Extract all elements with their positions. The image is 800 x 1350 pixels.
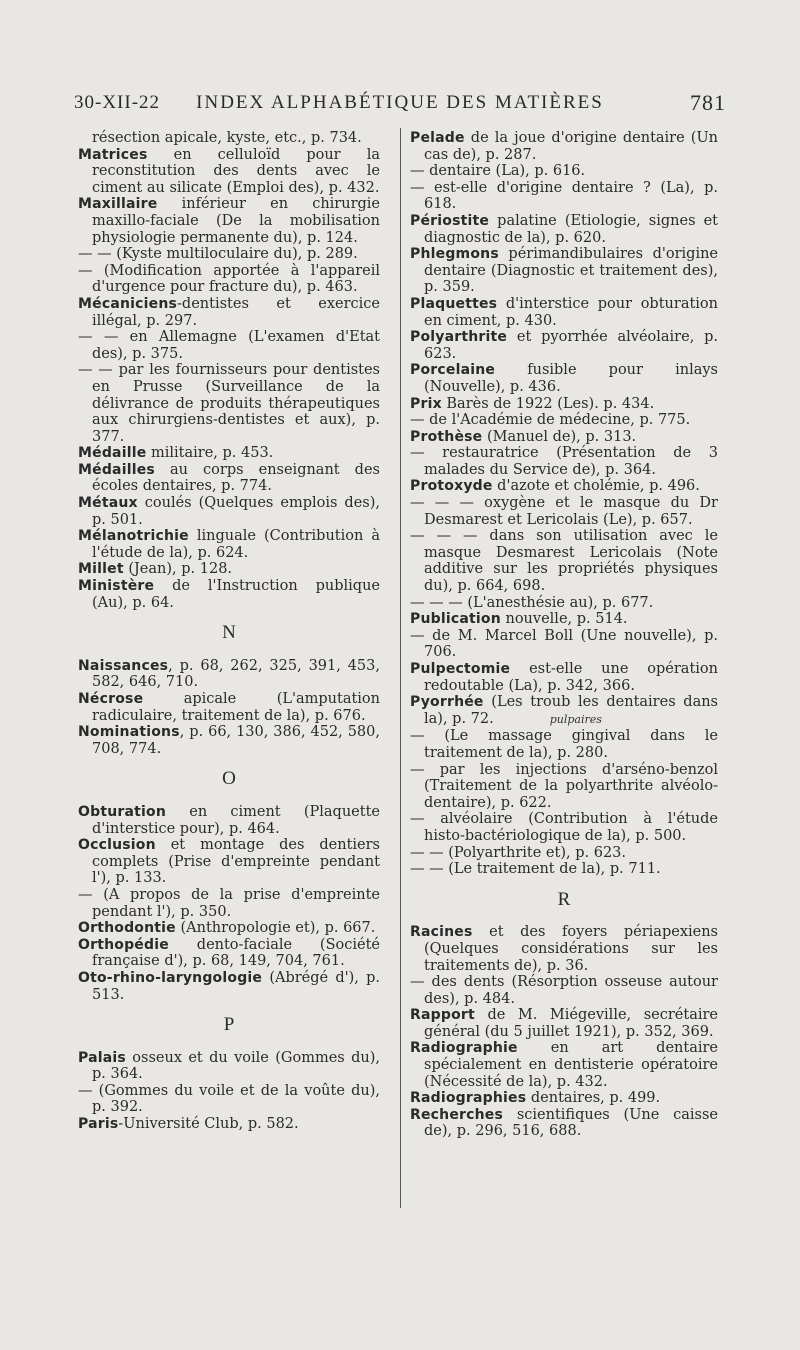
index-entry (78, 1116, 380, 1133)
entry-text: résection apicale, kyste, etc., p. 734. (92, 130, 362, 146)
entry-text: et pyorrhée alvéolaire, p. 623. (424, 329, 718, 362)
entry-text: militaire, p. 453. (146, 445, 274, 462)
entry-keyword: Rapport (410, 1007, 475, 1024)
index-entry (410, 495, 718, 528)
index-entry (78, 937, 380, 970)
right-column (410, 130, 718, 1140)
page-header (74, 92, 726, 122)
entry-text: — (Le massage gingival dans le traitement de la), p. 280. (410, 728, 718, 761)
entry-text: — de l'Académie de médecine, p. 775. (410, 412, 691, 429)
entry-keyword: Médailles (78, 461, 155, 478)
index-entry (410, 694, 718, 728)
entry-text: dento-faciale (Société française d'), p. 68, 149, 704, 761. (92, 936, 380, 970)
index-entry (78, 691, 380, 724)
entry-keyword: Nominations (78, 724, 180, 741)
entry-text: périmandibulaires d'origine dentaire (Diagnostic et traitement des), p. 359. (424, 246, 718, 296)
index-entry (410, 246, 718, 296)
entry-keyword: Prothèse (410, 428, 483, 445)
entry-text: — dentaire (La), p. 616. (410, 163, 586, 180)
entry-text: au corps enseignant des écoles dentaires, p. 774. (92, 461, 380, 495)
entry-keyword: Recherches (410, 1106, 504, 1123)
index-entry (410, 528, 718, 594)
entry-text: — alvéolaire (Contribution à l'étude histo-bactériologique de la), p. 500. (410, 811, 718, 844)
entry-keyword: Radiographies (410, 1090, 527, 1107)
entry-text: — des dents (Résorption osseuse autour des), p. 484. (410, 974, 718, 1007)
entry-text: (Les troub les dentaires dans la), p. 72. (424, 694, 718, 727)
index-entry (78, 970, 380, 1003)
index-entry (78, 1050, 380, 1083)
entry-text: (Jean), p. 128. (123, 561, 233, 578)
entry-keyword: Pyorrhée (410, 694, 484, 711)
entry-text: de M. Miégeville, secrétaire général (du 5 juillet 1921), p. 352, 369. (424, 1007, 718, 1040)
entry-text: , p. 68, 262, 325, 391, 453, 582, 646, 710. (92, 657, 380, 691)
entry-text: -dentistes et exercice illégal, p. 297. (92, 295, 380, 329)
index-entry (78, 329, 380, 362)
index-entry (78, 1083, 380, 1116)
index-entry (410, 611, 718, 628)
entry-text: et des foyers périapexiens (Quelques considérations sur les traitements de), p. 36. (424, 924, 718, 974)
index-entry (410, 163, 718, 180)
entry-text: en celluloïd pour la reconstitution des dents avec le ciment au silicate (Emploi des), p. 432. (92, 146, 380, 196)
entry-text: (Abrégé d'), p. 513. (92, 969, 380, 1003)
entry-keyword: Mélanotrichie (78, 528, 189, 545)
entry-keyword: Radiographie (410, 1040, 518, 1057)
entry-text: Barès de 1922 (Les). p. 434. (441, 395, 655, 412)
entry-keyword: Publication (410, 611, 501, 628)
entry-keyword: Polyarthrite (410, 329, 508, 346)
index-entry (410, 1007, 718, 1040)
entry-keyword: Occlusion (78, 837, 156, 854)
index-entry (78, 724, 380, 757)
index-entry (78, 246, 380, 263)
entry-keyword: Naissances (78, 657, 169, 674)
entry-text: — est-elle d'origine dentaire ? (La), p. 618. (410, 179, 718, 213)
entry-text: scientifiques (Une caisse de), p. 296, 516, 688. (424, 1106, 718, 1140)
index-entry (410, 845, 718, 862)
header-date: 30-XII-22 (74, 92, 161, 113)
entry-text: fusible pour inlays (Nouvelle), p. 436. (424, 362, 718, 395)
entry-text: osseux et du voile (Gommes du), p. 364. (92, 1049, 380, 1083)
index-entry (78, 578, 380, 611)
entry-keyword: Phlegmons (410, 246, 499, 263)
section-letter: O (222, 768, 236, 790)
entry-text: d'azote et cholémie, p. 496. (492, 478, 700, 495)
entry-text: inférieur en chirurgie maxillo-faciale (De la mobilisation physiologie permanente du), p. 124. (92, 196, 380, 246)
entry-text: linguale (Contribution à l'étude de la), p. 624. (92, 528, 380, 561)
entry-keyword: Porcelaine (410, 362, 496, 379)
index-entry (78, 263, 380, 296)
index-entry (410, 924, 718, 974)
index-entry (410, 628, 718, 661)
entry-keyword: Ministère (78, 578, 155, 595)
index-entry (410, 445, 718, 478)
entry-text: (Manuel de), p. 313. (482, 428, 637, 445)
index-entry (410, 1040, 718, 1090)
index-entry (78, 462, 380, 495)
entry-text: , p. 66, 130, 386, 452, 580, 708, 774. (92, 724, 380, 757)
entry-text: de l'Instruction publique (Au), p. 64. (92, 578, 380, 611)
entry-text: -Université Club, p. 582. (118, 1116, 299, 1133)
index-entry (410, 296, 718, 329)
index-entry (78, 658, 380, 691)
header-title: INDEX ALPHABÉTIQUE DES MATIÈRES (196, 92, 604, 113)
section-letter: N (222, 622, 236, 644)
entry-text: — — (Polyarthrite et), p. 623. (410, 844, 626, 861)
entry-keyword: Plaquettes (410, 295, 498, 312)
section-letter: R (557, 888, 571, 910)
entry-text: — — (Kyste multiloculaire du), p. 289. (78, 246, 358, 263)
entry-keyword: Nécrose (78, 691, 144, 707)
index-entry (410, 762, 718, 812)
index-entry (410, 661, 718, 694)
entry-keyword: Orthopédie (78, 936, 169, 953)
index-entry (410, 595, 718, 612)
index-entry (78, 147, 380, 197)
index-entry (78, 196, 380, 246)
handwritten-annotation: pulpaires (549, 712, 602, 726)
index-entry (410, 412, 718, 429)
entry-text: nouvelle, p. 514. (500, 611, 628, 628)
index-entry (78, 561, 380, 578)
entry-keyword: Millet (78, 561, 124, 578)
entry-text: — (Gommes du voile et de la voûte du), p. 392. (78, 1082, 380, 1116)
entry-keyword: Médaille (78, 445, 147, 462)
entry-keyword: Paris (78, 1116, 119, 1133)
entry-text: — — (Le traitement de la), p. 711. (410, 861, 661, 878)
index-entry (410, 362, 718, 395)
entry-text: — — par les fournisseurs pour dentistes en Prusse (Surveillance de la délivrance de produits thérapeutiques aux chirurgiens-dentistes et aux), p. 377. (78, 362, 380, 445)
entry-keyword: Maxillaire (78, 196, 158, 213)
entry-text: et montage des dentiers complets (Prise d'empreinte pendant l'), p. 133. (92, 837, 380, 887)
entry-keyword: Palais (78, 1049, 126, 1066)
entry-text: en art dentaire spécialement en dentisterie opératoire (Nécessité de la), p. 432. (424, 1040, 718, 1090)
entry-text: en ciment (Plaquette d'interstice pour), p. 464. (92, 803, 380, 837)
entry-keyword: Racines (410, 924, 473, 941)
entry-text: — — — oxygène et le masque du Dr Desmarest et Lericolais (Le), p. 657. (410, 495, 718, 528)
entry-text: — (Modification apportée à l'appareil d'urgence pour fracture du), p. 463. (78, 262, 380, 296)
entry-text: — — en Allemagne (L'examen d'Etat des), p. 375. (78, 329, 380, 362)
entry-text: palatine (Etiologie, signes et diagnostic de la), p. 620. (424, 212, 718, 246)
entry-text: — restauratrice (Présentation de 3 malades du Service de), p. 364. (410, 445, 718, 478)
entry-text: — par les injections d'arséno-benzol (Traitement de la polyarthrite alvéolo-dentaire), p. 622. (410, 761, 718, 811)
index-entry (78, 920, 380, 937)
index-entry (410, 429, 718, 446)
entry-keyword: Pelade (410, 130, 465, 146)
entry-text: dentaires, p. 499. (526, 1090, 661, 1107)
index-entry (78, 804, 380, 837)
index-entry (410, 861, 718, 878)
entry-text: — — — dans son utilisation avec le masque Desmarest Lericolais (Note additive sur les propriétés physiques du), p. 664, 698. (410, 528, 718, 595)
index-entry (410, 478, 718, 495)
index-entry (78, 837, 380, 887)
index-entry (410, 728, 718, 761)
entry-text: est-elle une opération redoutable (La), p. 342, 366. (424, 661, 718, 694)
index-entry (410, 396, 718, 413)
index-entry (78, 296, 380, 329)
index-entry (410, 130, 718, 163)
index-entry (410, 180, 718, 213)
column-divider (400, 128, 401, 1208)
index-entry (410, 974, 718, 1007)
entry-text: d'interstice pour obturation en ciment, p. 430. (424, 295, 718, 329)
entry-text: — (A propos de la prise d'empreinte pendant l'), p. 350. (78, 886, 380, 920)
index-entry (78, 130, 380, 147)
index-entry (410, 213, 718, 246)
entry-keyword: Protoxyde (410, 478, 493, 495)
index-entry (410, 329, 718, 362)
index-entry (410, 811, 718, 844)
entry-text: apicale (L'amputation radiculaire, traitement de la), p. 676. (92, 691, 380, 724)
entry-keyword: Métaux (78, 495, 138, 512)
entry-text: coulés (Quelques emplois des), p. 501. (92, 495, 380, 528)
entry-keyword: Pulpectomie (410, 661, 511, 677)
entry-keyword: Matrices (78, 146, 148, 163)
section-letter: P (223, 1014, 235, 1036)
entry-keyword: Périostite (410, 212, 490, 229)
entry-keyword: Prix (410, 395, 442, 412)
left-column (78, 130, 380, 1133)
entry-keyword: Obturation (78, 803, 167, 820)
index-entry (78, 887, 380, 920)
entry-text: de la joue d'origine dentaire (Un cas de), p. 287. (424, 130, 718, 163)
page-number: 781 (690, 90, 726, 115)
index-entry (410, 1107, 718, 1140)
index-entry (78, 362, 380, 445)
index-entry (410, 1090, 718, 1107)
index-entry (78, 445, 380, 462)
entry-keyword: Mécaniciens (78, 295, 178, 312)
entry-keyword: Oto-rhino-laryngologie (78, 969, 263, 986)
entry-text: — de M. Marcel Boll (Une nouvelle), p. 706. (410, 627, 718, 661)
entry-text: — — — (L'anesthésie au), p. 677. (410, 594, 654, 611)
entry-text: (Anthropologie et), p. 667. (175, 920, 376, 937)
entry-keyword: Orthodontie (78, 920, 176, 937)
index-entry (78, 495, 380, 528)
index-entry (78, 528, 380, 561)
